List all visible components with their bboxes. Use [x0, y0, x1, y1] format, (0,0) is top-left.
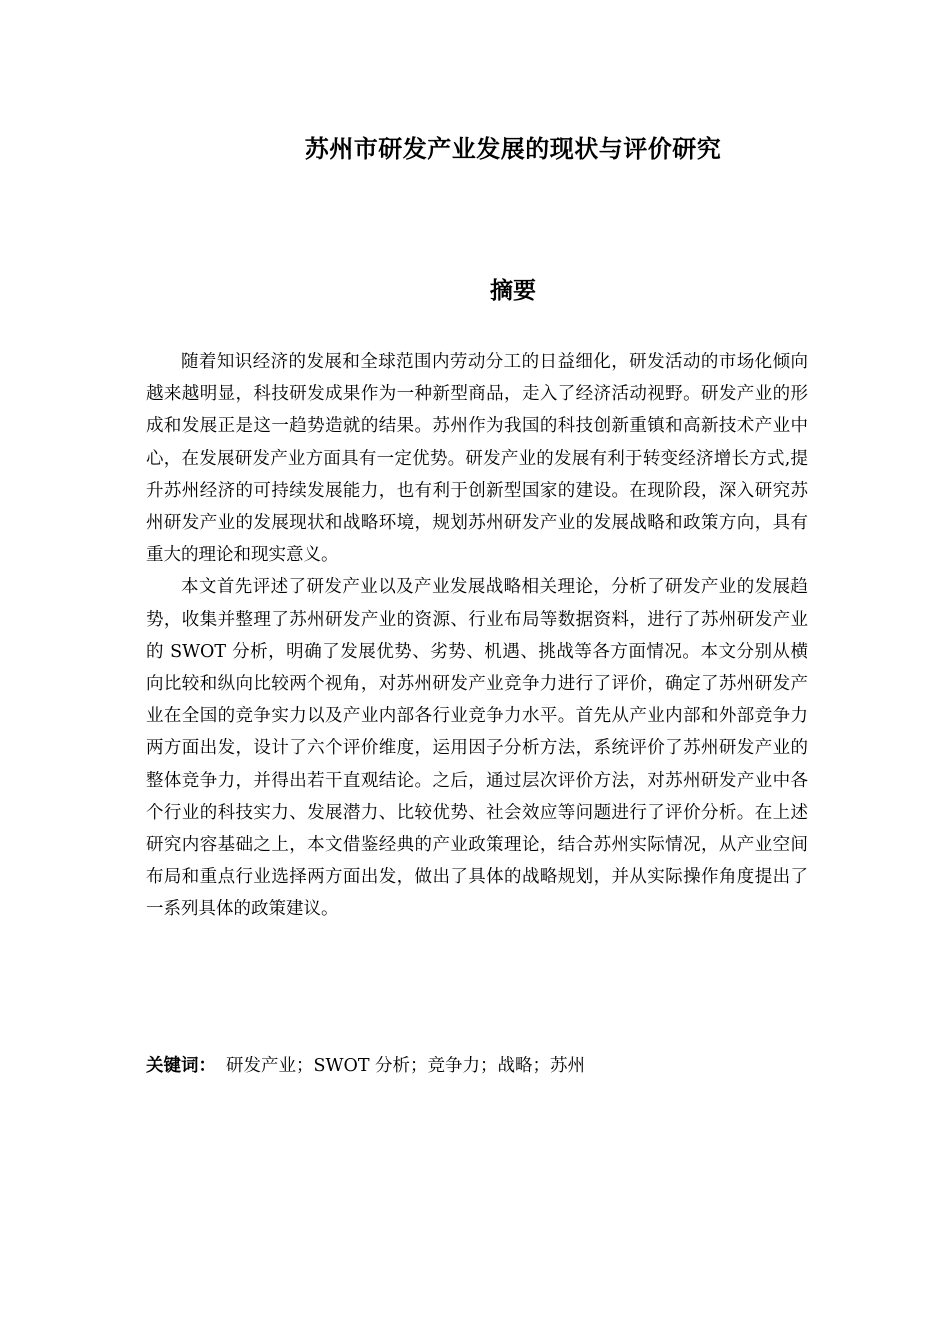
- page-title: 苏州市研发产业发展的现状与评价研究: [304, 135, 722, 163]
- abstract-body: [146, 346, 808, 926]
- keywords-line: [146, 1050, 808, 1082]
- keywords-label: 关键词：: [146, 1056, 216, 1076]
- abstract-heading: 摘要: [490, 278, 536, 304]
- abstract-paragraph-2: 本文首先评述了研发产业以及产业发展战略相关理论，分析了研发产业的发展趋势，收集并整理了苏州研发产业的资源、行业布局等数据资料，进行了苏州研发产业的 SWOT 分析，明确了发展优势、劣势、机遇、挑战等各方面情况。本文分别从横向比较和纵向比较两个视角，对苏州研发产业竞争力进行了评价，确定了苏州研发产业在全国的竞争实力以及产业内部各行业竞争力水平。首先从产业内部和外部竞争力两方面出发，设计了六个评价维度，运用因子分析方法，系统评价了苏州研发产业的整体竞争力，并得出若干直观结论。之后，通过层次评价方法，对苏州研发产业中各个行业的科技实力、发展潜力、比较优势、社会效应等问题进行了评价分析。在上述研究内容基础之上，本文借鉴经典的产业政策理论，结合苏州实际情况，从产业空间布局和重点行业选择两方面出发，做出了具体的战略规划，并从实际操作角度提出了一系列具体的政策建议。: [146, 577, 808, 920]
- abstract-paragraph-1: 随着知识经济的发展和全球范围内劳动分工的日益细化，研发活动的市场化倾向越来越明显，科技研发成果作为一种新型商品，走入了经济活动视野。研发产业的形成和发展正是这一趋势造就的结果。苏州作为我国的科技创新重镇和高新技术产业中心，在发展研发产业方面具有一定优势。研发产业的发展有利于转变经济增长方式,提升苏州经济的可持续发展能力，也有利于创新型国家的建设。在现阶段，深入研究苏州研发产业的发展现状和战略环境，规划苏州研发产业的发展战略和政策方向，具有重大的理论和现实意义。: [146, 352, 808, 566]
- keywords-values: 研发产业；SWOT 分析；竞争力；战略；苏州: [226, 1056, 586, 1076]
